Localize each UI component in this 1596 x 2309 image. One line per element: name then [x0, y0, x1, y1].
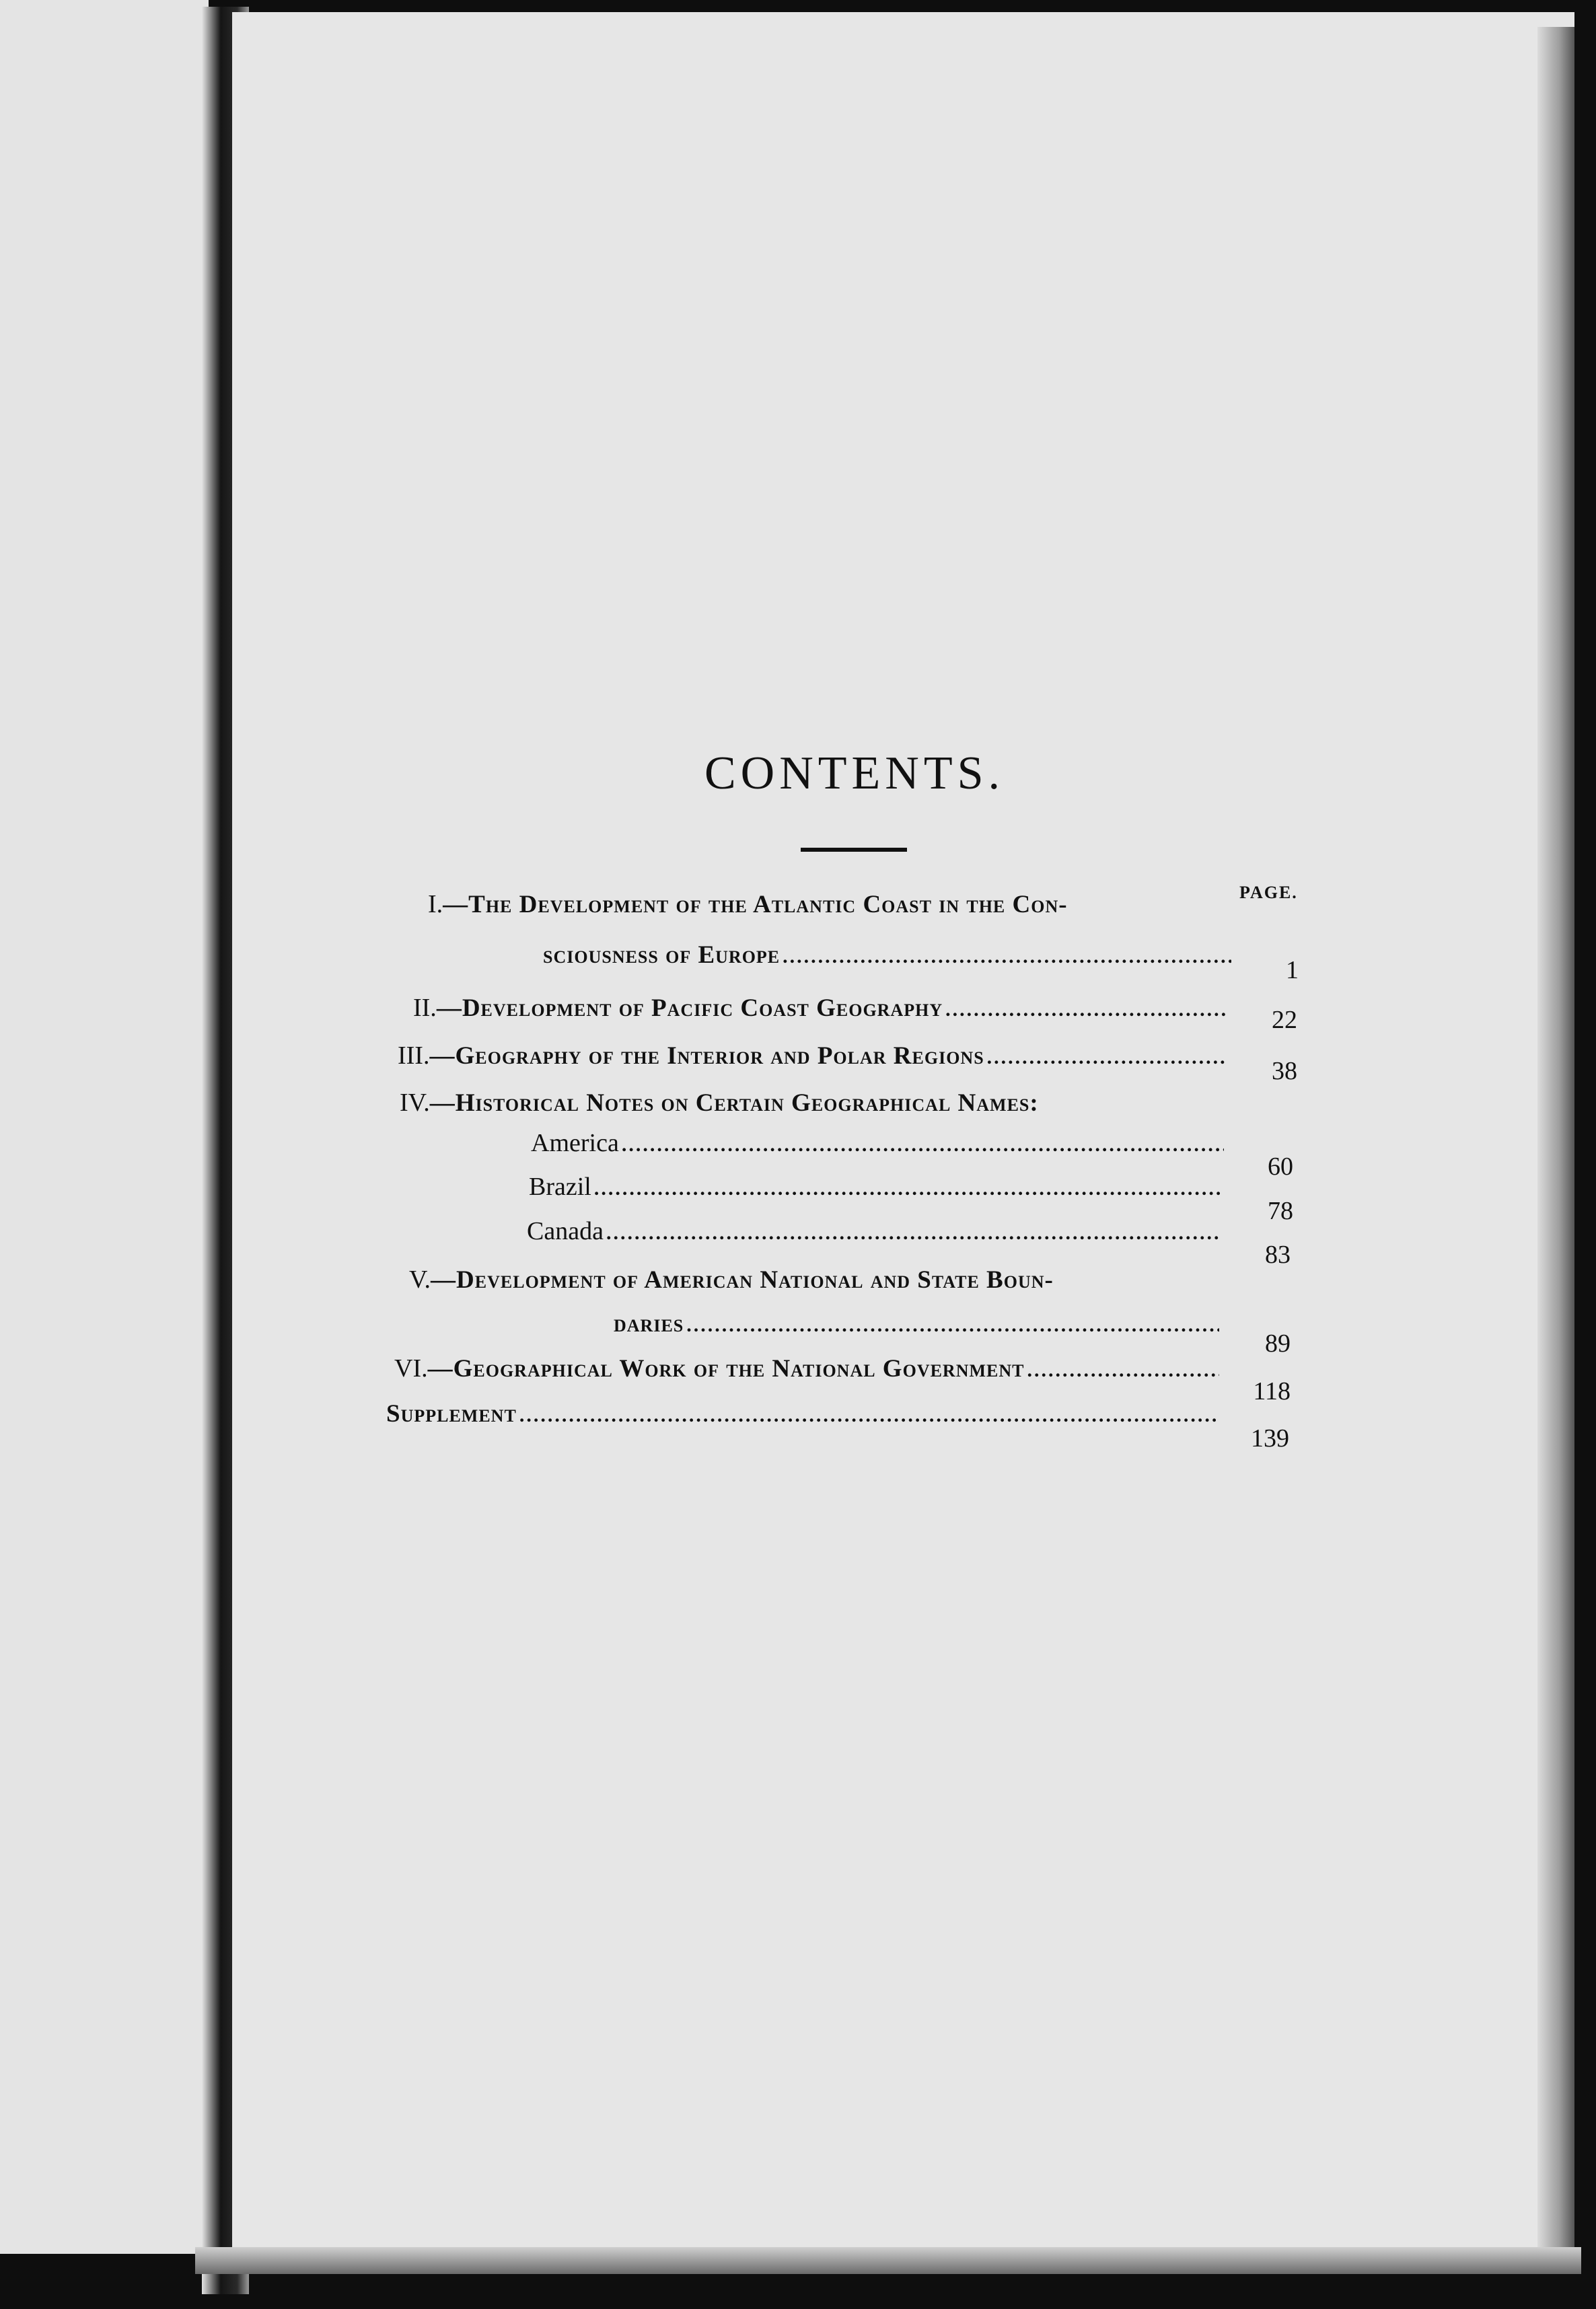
dot-leader — [987, 1046, 1227, 1069]
toc-entry-1-line1: I. —The Development of the Atlantic Coast in the Con- — [428, 890, 1068, 918]
contents-title: CONTENTS. — [704, 747, 1005, 799]
toc-entry-1-line2: sciousness of Europe ..... — [543, 941, 1231, 972]
toc-page-5: 89 — [1265, 1329, 1291, 1358]
toc-entry-canada: Canada ..... — [527, 1216, 1220, 1247]
toc-entry-5-line2: daries ..... — [614, 1309, 1219, 1340]
toc-page-3: 38 — [1272, 1057, 1297, 1085]
toc-entry-brazil: Brazil ..... — [529, 1172, 1222, 1203]
toc-entry-6: VI. —Geographical Work of the National Government ..... — [394, 1354, 1219, 1385]
toc-entry-america: America ..... — [531, 1128, 1224, 1159]
dot-leader — [519, 1404, 1217, 1427]
toc-page-canada: 83 — [1265, 1241, 1291, 1269]
toc-page-1: 1 — [1286, 956, 1299, 984]
toc-entry-3: III. —Geography of the Interior and Polar Regions ..... — [398, 1041, 1227, 1072]
dot-leader — [945, 998, 1227, 1021]
dot-leader — [1027, 1359, 1220, 1382]
dot-leader — [622, 1134, 1224, 1157]
toc-page-brazil: 78 — [1268, 1197, 1293, 1225]
page-column-heading: PAGE. — [1239, 883, 1298, 902]
toc-page-6: 118 — [1253, 1377, 1291, 1405]
dot-leader — [594, 1177, 1222, 1200]
dot-leader — [606, 1222, 1220, 1245]
toc-entry-4: IV. —Historical Notes on Certain Geographical Names: — [400, 1089, 1039, 1117]
toc-entry-5-line1: V. —Development of American National and State Boun- — [409, 1266, 1054, 1294]
toc-entry-supplement: Supplement ..... — [386, 1399, 1217, 1430]
toc-page-2: 22 — [1272, 1006, 1297, 1034]
toc-page-america: 60 — [1268, 1152, 1293, 1181]
toc-entry-2: II. —Development of Pacific Coast Geography ..... — [413, 993, 1227, 1024]
dot-leader — [783, 945, 1231, 968]
toc-page-supplement: 139 — [1251, 1424, 1289, 1453]
dot-leader — [686, 1314, 1219, 1337]
